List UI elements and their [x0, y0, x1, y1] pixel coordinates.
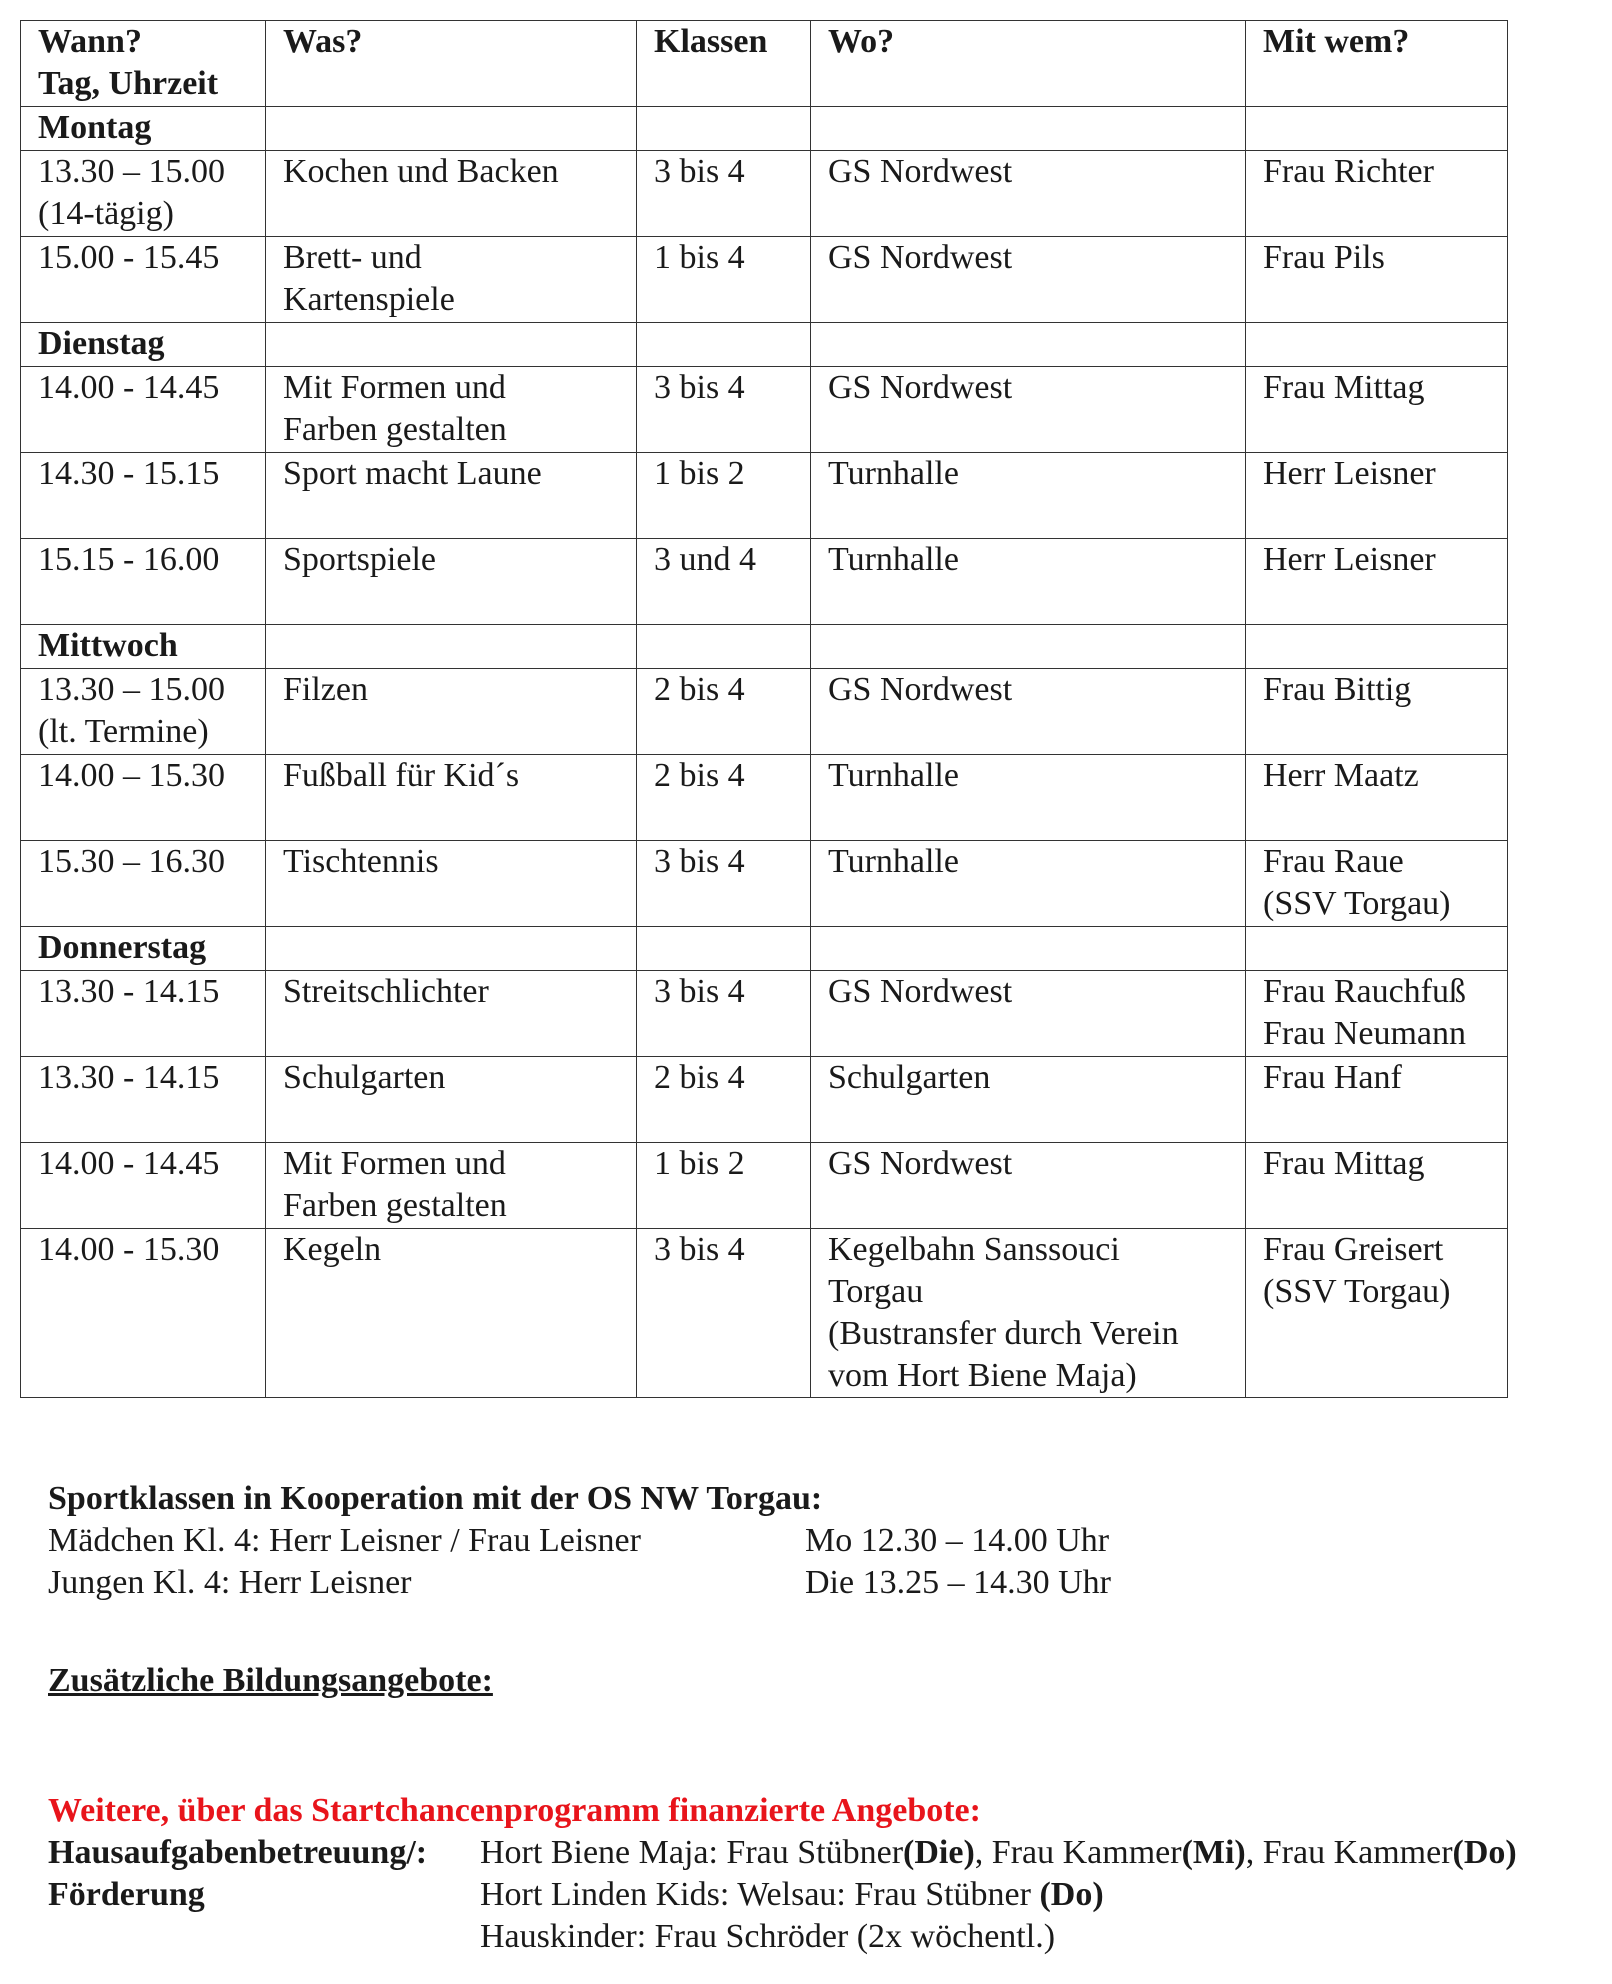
- time-cell: 15.15 - 16.00: [21, 539, 266, 625]
- sport-row-time: Mo 12.30 – 14.00 Uhr: [805, 1522, 1110, 1559]
- empty-cell: [266, 323, 637, 367]
- weitere-line-3: Hauskinder: Frau Schröder (2x wöchentl.): [480, 1918, 1056, 1955]
- day-row: [21, 625, 1508, 669]
- activity-cell: Filzen: [266, 669, 637, 755]
- sport-row-name: Mädchen Kl. 4: Herr Leisner / Frau Leisner: [48, 1522, 641, 1559]
- klassen-cell: 2 bis 4: [637, 669, 811, 755]
- teacher-cell: Frau Mittag: [1246, 367, 1508, 453]
- table-row: [21, 841, 1508, 927]
- table-row: [21, 669, 1508, 755]
- location-cell: Kegelbahn Sanssouci Torgau (Bustransfer durch Verein vom Hort Biene Maja): [811, 1229, 1246, 1398]
- time-cell: 15.30 – 16.30: [21, 841, 266, 927]
- klassen-cell: 3 und 4: [637, 539, 811, 625]
- zusaetzliche-angebote-title: Zusätzliche Bildungsangebote:: [48, 1662, 493, 1699]
- activity-cell: Schulgarten: [266, 1057, 637, 1143]
- time-cell: 13.30 - 14.15: [21, 971, 266, 1057]
- activity-cell: Tischtennis: [266, 841, 637, 927]
- empty-cell: [1246, 927, 1508, 971]
- day-row: [21, 927, 1508, 971]
- day-row: [21, 107, 1508, 151]
- day-row: [21, 323, 1508, 367]
- sport-section-title: Sportklassen in Kooperation mit der OS NW Torgau:: [48, 1480, 823, 1517]
- klassen-cell: 3 bis 4: [637, 151, 811, 237]
- line1-text-a: Hort Biene Maja: Frau Stübner: [480, 1834, 904, 1871]
- klassen-cell: 1 bis 4: [637, 237, 811, 323]
- teacher-cell: Herr Maatz: [1246, 755, 1508, 841]
- foerderung-label: Förderung: [48, 1876, 205, 1913]
- time-cell: 13.30 – 15.00 (lt. Termine): [21, 669, 266, 755]
- location-cell: GS Nordwest: [811, 151, 1246, 237]
- table-row: [21, 539, 1508, 625]
- table-row: [21, 1143, 1508, 1229]
- klassen-cell: 2 bis 4: [637, 755, 811, 841]
- empty-cell: [266, 625, 637, 669]
- empty-cell: [637, 107, 811, 151]
- line2-text-a: Hort Linden Kids: Welsau: Frau Stübner: [480, 1876, 1040, 1913]
- teacher-cell: Frau Pils: [1246, 237, 1508, 323]
- time-cell: 14.00 – 15.30: [21, 755, 266, 841]
- time-cell: 13.30 – 15.00 (14-tägig): [21, 151, 266, 237]
- empty-cell: [1246, 323, 1508, 367]
- header-was: Was?: [266, 21, 637, 107]
- header-wo: Wo?: [811, 21, 1246, 107]
- weitere-angebote-title: Weitere, über das Startchancenprogramm finanzierte Angebote:: [48, 1792, 981, 1829]
- header-wann: Wann? Tag, Uhrzeit: [21, 21, 266, 107]
- location-cell: Turnhalle: [811, 539, 1246, 625]
- klassen-cell: 1 bis 2: [637, 1143, 811, 1229]
- sport-row-name: Jungen Kl. 4: Herr Leisner: [48, 1564, 412, 1601]
- table-row: [21, 237, 1508, 323]
- schedule-table: [20, 20, 1508, 1398]
- empty-cell: [637, 927, 811, 971]
- location-cell: GS Nordwest: [811, 237, 1246, 323]
- location-cell: Turnhalle: [811, 841, 1246, 927]
- location-cell: GS Nordwest: [811, 367, 1246, 453]
- empty-cell: [811, 323, 1246, 367]
- time-cell: 14.00 - 15.30: [21, 1229, 266, 1398]
- time-cell: 14.00 - 14.45: [21, 367, 266, 453]
- teacher-cell: Herr Leisner: [1246, 539, 1508, 625]
- klassen-cell: 3 bis 4: [637, 841, 811, 927]
- line1-text-e: , Frau Kammer: [1245, 1834, 1453, 1871]
- table-row: [21, 453, 1508, 539]
- time-cell: 13.30 - 14.15: [21, 1057, 266, 1143]
- sport-row-time: Die 13.25 – 14.30 Uhr: [805, 1564, 1111, 1601]
- activity-cell: Brett- und Kartenspiele: [266, 237, 637, 323]
- empty-cell: [1246, 107, 1508, 151]
- klassen-cell: 1 bis 2: [637, 453, 811, 539]
- teacher-cell: Frau Richter: [1246, 151, 1508, 237]
- location-cell: Turnhalle: [811, 453, 1246, 539]
- day-label: Dienstag: [21, 323, 266, 367]
- klassen-cell: 3 bis 4: [637, 1229, 811, 1398]
- teacher-cell: Frau Mittag: [1246, 1143, 1508, 1229]
- line1-day-do: (Do): [1452, 1834, 1517, 1871]
- empty-cell: [266, 107, 637, 151]
- line1-text-c: , Frau Kammer: [974, 1834, 1182, 1871]
- table-row: [21, 151, 1508, 237]
- header-klassen: Klassen: [637, 21, 811, 107]
- teacher-cell: Frau Hanf: [1246, 1057, 1508, 1143]
- location-cell: GS Nordwest: [811, 971, 1246, 1057]
- day-label: Mittwoch: [21, 625, 266, 669]
- table-row: [21, 971, 1508, 1057]
- empty-cell: [811, 625, 1246, 669]
- activity-cell: Fußball für Kid´s: [266, 755, 637, 841]
- empty-cell: [266, 927, 637, 971]
- location-cell: GS Nordwest: [811, 669, 1246, 755]
- weitere-line-1: [480, 1832, 1517, 1874]
- weitere-line-2: [480, 1874, 1104, 1916]
- activity-cell: Mit Formen und Farben gestalten: [266, 367, 637, 453]
- location-cell: Turnhalle: [811, 755, 1246, 841]
- header-mit-wem: Mit wem?: [1246, 21, 1508, 107]
- empty-cell: [811, 107, 1246, 151]
- activity-cell: Kochen und Backen: [266, 151, 637, 237]
- activity-cell: Kegeln: [266, 1229, 637, 1398]
- teacher-cell: Frau Rauchfuß Frau Neumann: [1246, 971, 1508, 1057]
- time-cell: 14.00 - 14.45: [21, 1143, 266, 1229]
- hausaufgaben-label: Hausaufgabenbetreuung/:: [48, 1834, 428, 1871]
- teacher-cell: Frau Greisert (SSV Torgau): [1246, 1229, 1508, 1398]
- teacher-cell: Herr Leisner: [1246, 453, 1508, 539]
- klassen-cell: 3 bis 4: [637, 971, 811, 1057]
- location-cell: Schulgarten: [811, 1057, 1246, 1143]
- teacher-cell: Frau Bittig: [1246, 669, 1508, 755]
- teacher-cell: Frau Raue (SSV Torgau): [1246, 841, 1508, 927]
- activity-cell: Sportspiele: [266, 539, 637, 625]
- table-row: [21, 367, 1508, 453]
- day-label: Montag: [21, 107, 266, 151]
- table-row: [21, 1229, 1508, 1398]
- location-cell: GS Nordwest: [811, 1143, 1246, 1229]
- klassen-cell: 2 bis 4: [637, 1057, 811, 1143]
- table-header-row: [21, 21, 1508, 107]
- table-row: [21, 1057, 1508, 1143]
- line2-day-do: (Do): [1039, 1876, 1104, 1913]
- empty-cell: [811, 927, 1246, 971]
- table-row: [21, 755, 1508, 841]
- activity-cell: Sport macht Laune: [266, 453, 637, 539]
- activity-cell: Streitschlichter: [266, 971, 637, 1057]
- empty-cell: [637, 625, 811, 669]
- empty-cell: [637, 323, 811, 367]
- klassen-cell: 3 bis 4: [637, 367, 811, 453]
- activity-cell: Mit Formen und Farben gestalten: [266, 1143, 637, 1229]
- empty-cell: [1246, 625, 1508, 669]
- day-label: Donnerstag: [21, 927, 266, 971]
- line1-day-die: (Die): [903, 1834, 975, 1871]
- time-cell: 14.30 - 15.15: [21, 453, 266, 539]
- line1-day-mi: (Mi): [1181, 1834, 1246, 1871]
- time-cell: 15.00 - 15.45: [21, 237, 266, 323]
